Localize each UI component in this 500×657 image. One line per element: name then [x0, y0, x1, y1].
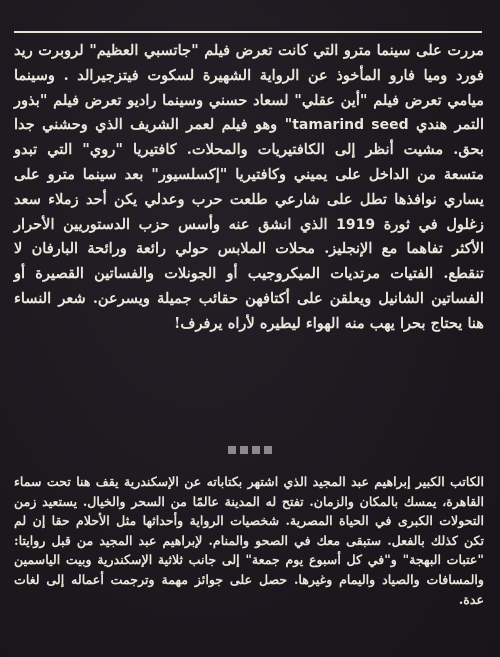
year-1919: 1919 — [336, 216, 376, 233]
author-bio: الكاتب الكبير إبراهيم عبد المجيد الذي اشتهر بكتاباته عن الإسكندرية يقف هنا تحت سماء القاهرة، يمسك بالمكان والزمان. تفتح له المدينة عالمًا من السحر والخيال. يستعيد زمن التحولات الكبرى في الحياة المصرية. شخصيات الرواية وأحداثها مثل الأحلام حقا إن لم تكن كذلك بالفعل. ستبقى معك في الصحو والمنام. لإبراهيم عبد المجيد من قبل روايتا: "عتبات البهجة" و"في كل أسبوع يوم جمعة" إلى جانب ثلاثية الإسكندرية وبيت الياسمين والمسافات والصياد واليمام وغيرها. حصل على جوائز مهمة وترجمت أعماله إلى لغات عدة. — [14, 474, 484, 607]
excerpt-part-1: مررت على سينما مترو التي كانت تعرض فيلم "جاتسبي العظيم" لروبرت ريد فورد وميا فارو المأخوذ عن الرواية الشهيرة لسكوت فيتزجيرالد . وسينما ميامي تعرض فيلم "أين عقلي" لسعاد حسني وسينما راديو تعرض فيلم "بذور التمر هندي — [14, 42, 484, 134]
section-separator — [0, 446, 500, 454]
excerpt-part-2: " وهو فيلم لعمر الشريف الذي وحشني جدا بحق. مشيت أنظر إلى الكافتيريات والمحلات. كافتيريا "روي" التي تبدو متسعة من الداخل على يميني وكافتيريا "إكسلسيور" بعد سينما مترو على يساري نوافذها تطل على شارعي طلعت حرب وعدلي يكن أحد زملاء سعد زغلول في ثورة — [14, 116, 484, 233]
excerpt-part-3: الذي انشق عنه وأسس حزب الدستوريين الأحرار الأكثر تفاهما مع الإنجليز. محلات الملابس حولي رائعة ورائحة البارفان لا تنقطع. الفتيات مرتديات الميكروجيب أو الجونلات والفساتين القصيرة أو الفساتين الشانيل ويعلقن على أكتافهن حقائب جميلة ويسرعن. شعر النساء هنا يحتاج بحرا يهب منه الهواء ليطيره لأراه يرفرف! — [14, 215, 484, 332]
separator-square — [264, 446, 272, 454]
english-film-title: tamarind seed — [292, 117, 409, 134]
separator-square — [252, 446, 260, 454]
separator-square — [240, 446, 248, 454]
separator-square — [228, 446, 236, 454]
top-divider-line — [14, 31, 482, 33]
excerpt-paragraph — [14, 39, 484, 337]
